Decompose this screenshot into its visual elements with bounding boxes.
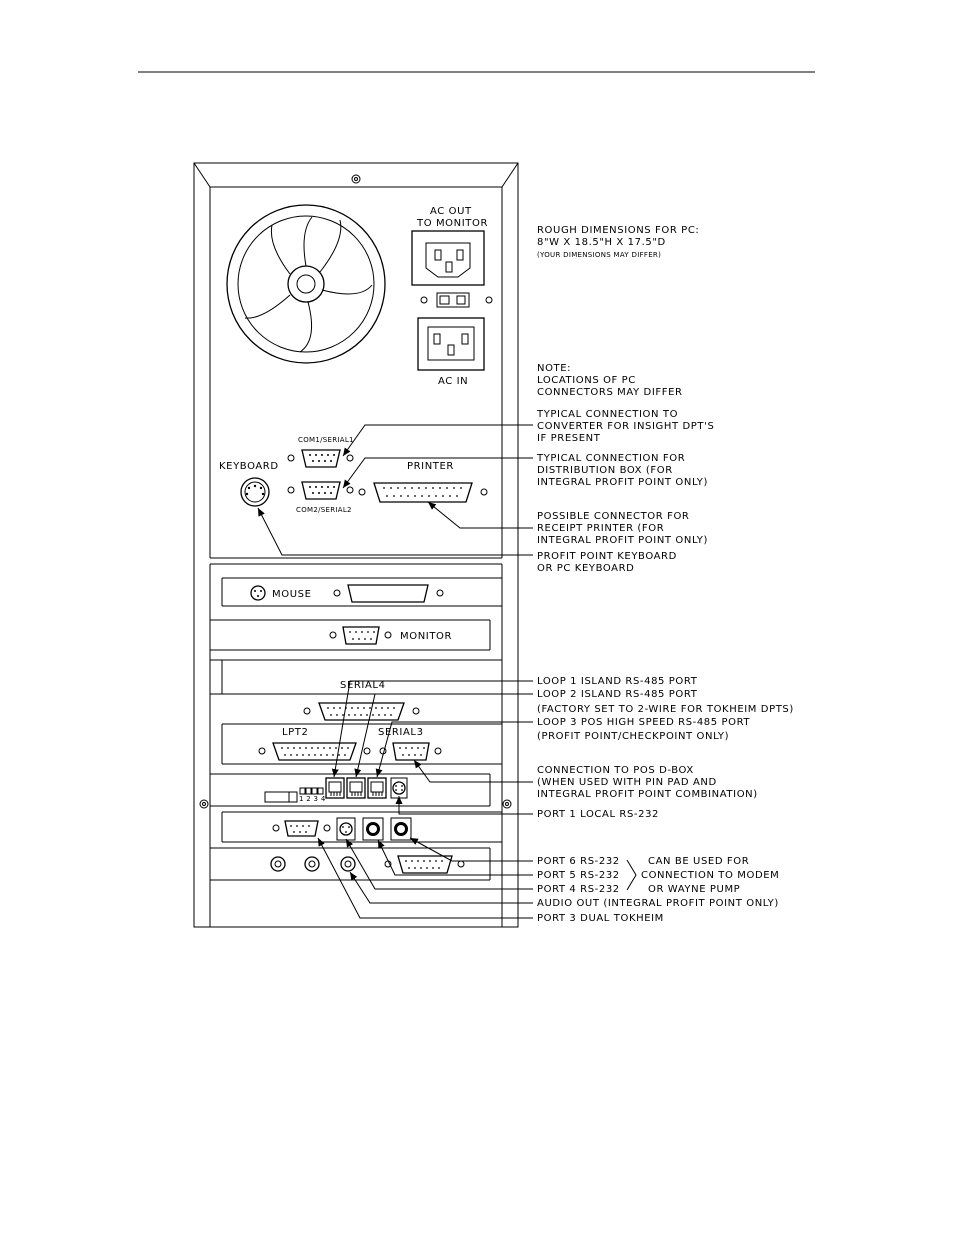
mouse-label: MOUSE — [272, 589, 312, 600]
keyboard-din-port[interactable] — [241, 478, 269, 506]
svg-text:INTEGRAL PROFIT POINT COMBINAT: INTEGRAL PROFIT POINT COMBINATION) — [537, 789, 758, 800]
leader-port4 — [346, 839, 533, 889]
svg-text:LOCATIONS OF PC: LOCATIONS OF PC — [537, 375, 636, 386]
loop3-rj-jack[interactable] — [368, 778, 386, 798]
lpt2-parallel-port[interactable] — [259, 743, 370, 760]
leader-port1 — [399, 796, 533, 814]
monitor-label: MONITOR — [400, 631, 453, 642]
chassis-screw-right — [503, 800, 511, 808]
leader-receipt — [428, 502, 533, 528]
printer-parallel-port[interactable] — [359, 483, 487, 502]
port3-serial-port[interactable] — [273, 821, 330, 836]
leader-port5 — [378, 840, 533, 875]
svg-text:CAN BE USED FOR: CAN BE USED FOR — [648, 856, 750, 867]
leader-port6 — [410, 838, 533, 861]
callout-pos-dbox — [537, 765, 758, 800]
loop1-rj-jack[interactable] — [326, 778, 344, 798]
com1-label: COM1/SERIAL1 — [298, 436, 354, 444]
leader-audio-out — [350, 872, 533, 903]
svg-text:CONNECTION TO MODEM: CONNECTION TO MODEM — [641, 870, 780, 881]
port4-mini-din[interactable] — [337, 818, 355, 840]
expansion-slot-dividers — [210, 578, 502, 880]
callout-loop1: LOOP 1 ISLAND RS-485 PORT — [537, 676, 698, 687]
audio-jack-1[interactable] — [271, 857, 285, 871]
leader-pos-dbox — [414, 760, 533, 782]
svg-text:OR PC KEYBOARD: OR PC KEYBOARD — [537, 563, 635, 574]
svg-text:(YOUR DIMENSIONS MAY DIFFER): (YOUR DIMENSIONS MAY DIFFER) — [537, 251, 662, 259]
callout-port6: PORT 6 RS-232 — [537, 856, 620, 867]
callout-port5: PORT 5 RS-232 — [537, 870, 620, 881]
svg-text:TYPICAL CONNECTION FOR: TYPICAL CONNECTION FOR — [537, 453, 686, 464]
com2-serial-port[interactable] — [288, 482, 353, 499]
svg-text:ROUGH DIMENSIONS FOR PC:: ROUGH DIMENSIONS FOR PC: — [537, 225, 700, 236]
callout-audio-out: AUDIO OUT (INTEGRAL PROFIT POINT ONLY) — [537, 898, 779, 909]
port6-db15-port[interactable] — [385, 856, 464, 873]
svg-text:CONVERTER FOR INSIGHT DPT'S: CONVERTER FOR INSIGHT DPT'S — [537, 421, 715, 432]
voltage-select-switch[interactable] — [421, 293, 492, 307]
svg-text:8"W X 18.5"H X 17.5"D: 8"W X 18.5"H X 17.5"D — [537, 237, 666, 248]
svg-text:POSSIBLE CONNECTOR FOR: POSSIBLE CONNECTOR FOR — [537, 511, 690, 522]
ac-out-socket[interactable] — [412, 231, 484, 285]
callout-insight-converter — [536, 409, 714, 444]
svg-text:INTEGRAL PROFIT POINT ONLY): INTEGRAL PROFIT POINT ONLY) — [537, 477, 708, 488]
svg-text:(PROFIT POINT/CHECKPOINT ONLY): (PROFIT POINT/CHECKPOINT ONLY) — [537, 731, 730, 742]
ac-in-label: AC IN — [438, 376, 469, 387]
svg-text:CONNECTION TO POS D-BOX: CONNECTION TO POS D-BOX — [537, 765, 694, 776]
monitor-vga-port[interactable] — [330, 627, 391, 644]
leader-keyboard — [258, 508, 533, 555]
ac-out-label-1: AC OUT — [430, 206, 472, 217]
mouse-ps2-port[interactable] — [251, 586, 265, 600]
serial4-label: SERIAL4 — [340, 680, 386, 691]
dimension-note — [537, 225, 699, 259]
callout-modem-wayne — [641, 856, 779, 895]
dip-switch-numbers: 1 2 3 4 — [299, 795, 326, 803]
location-note — [537, 363, 683, 398]
loop2-rj-jack[interactable] — [347, 778, 365, 798]
chassis-screw-top — [352, 175, 360, 183]
callout-receipt-printer — [537, 511, 708, 546]
callout-loop2 — [537, 689, 794, 715]
leader-port3 — [318, 838, 533, 918]
port5-mini-din[interactable] — [363, 818, 383, 840]
cooling-fan — [227, 205, 385, 363]
com2-label: COM2/SERIAL2 — [296, 506, 352, 514]
port1-mini-din[interactable] — [391, 778, 407, 798]
com1-serial-port[interactable] — [288, 450, 353, 467]
svg-text:(FACTORY SET TO 2-WIRE FOR TOK: (FACTORY SET TO 2-WIRE FOR TOKHEIM DPTS) — [537, 704, 794, 715]
callout-port4: PORT 4 RS-232 — [537, 884, 620, 895]
audio-jack-2[interactable] — [305, 857, 319, 871]
svg-text:RECEIPT PRINTER (FOR: RECEIPT PRINTER (FOR — [537, 523, 665, 534]
callout-keyboard — [537, 551, 677, 574]
ac-in-socket[interactable] — [418, 318, 484, 370]
printer-label: PRINTER — [407, 461, 454, 472]
svg-text:NOTE:: NOTE: — [537, 363, 572, 374]
audio-out-jack[interactable] — [341, 857, 355, 871]
keyboard-label: KEYBOARD — [219, 461, 279, 472]
callout-port3: PORT 3 DUAL TOKHEIM — [537, 913, 664, 924]
callout-distribution-box — [536, 453, 708, 488]
serial3-serial-port[interactable] — [380, 743, 441, 760]
svg-text:(WHEN USED WITH PIN PAD AND: (WHEN USED WITH PIN PAD AND — [537, 777, 717, 788]
svg-text:CONNECTORS MAY DIFFER: CONNECTORS MAY DIFFER — [537, 387, 683, 398]
port6-mini-din[interactable] — [391, 818, 411, 840]
svg-text:DISTRIBUTION BOX (FOR: DISTRIBUTION BOX (FOR — [537, 465, 673, 476]
svg-text:LOOP 3 POS HIGH SPEED RS-485 P: LOOP 3 POS HIGH SPEED RS-485 PORT — [537, 717, 751, 728]
serial4-db25-port[interactable] — [304, 703, 419, 720]
leader-loop1 — [334, 681, 533, 777]
svg-text:TYPICAL CONNECTION TO: TYPICAL CONNECTION TO — [537, 409, 679, 420]
callout-loop3 — [537, 717, 750, 742]
svg-text:IF PRESENT: IF PRESENT — [537, 433, 601, 444]
svg-text:OR WAYNE PUMP: OR WAYNE PUMP — [648, 884, 741, 895]
leader-insight — [343, 425, 533, 456]
svg-text:PROFIT POINT KEYBOARD: PROFIT POINT KEYBOARD — [537, 551, 677, 562]
svg-text:LOOP 2 ISLAND RS-485 PORT: LOOP 2 ISLAND RS-485 PORT — [537, 689, 698, 700]
port-group-bracket — [627, 860, 636, 890]
mouse-slot-blank-connector — [334, 585, 443, 602]
lpt2-label: LPT2 — [282, 727, 309, 738]
ac-out-label-2: TO MONITOR — [417, 218, 489, 229]
svg-text:INTEGRAL PROFIT POINT ONLY): INTEGRAL PROFIT POINT ONLY) — [537, 535, 708, 546]
callout-port1: PORT 1 LOCAL RS-232 — [537, 809, 660, 820]
serial3-label: SERIAL3 — [378, 727, 424, 738]
chassis-screw-left — [200, 800, 208, 808]
